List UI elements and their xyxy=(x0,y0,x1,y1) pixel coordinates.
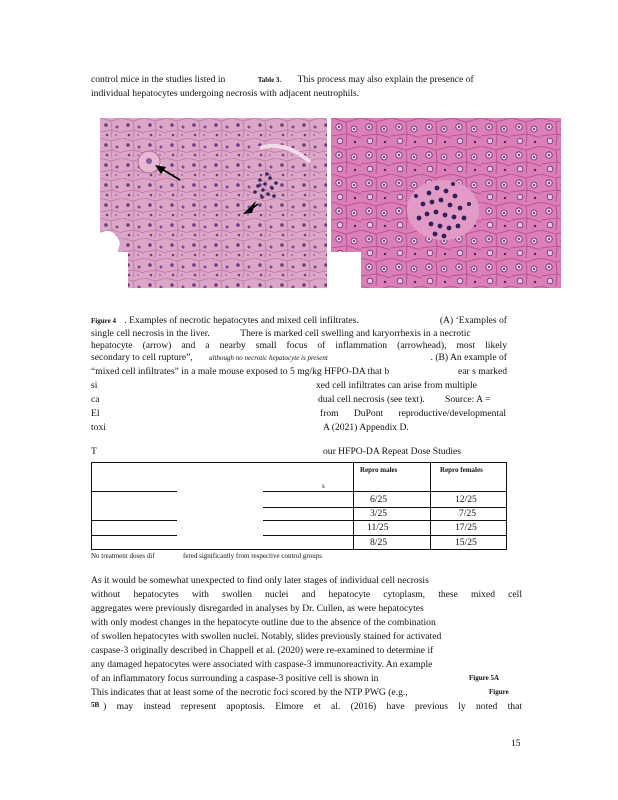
intro-line-1 xyxy=(91,74,474,86)
caption-text: ear s marked xyxy=(457,366,507,377)
table-rule xyxy=(91,491,177,492)
table-rule xyxy=(91,462,92,550)
body-text: ) may instead represent apoptosis. Elmore et al. (2016) have previous ly noted that xyxy=(103,701,522,712)
caption-line-8-start: El xyxy=(91,408,100,419)
caption-text: secondary to cell rupture”, xyxy=(91,352,193,363)
body-line-4: with only modest changes in the hepatocyte outline due to the absence of the combination xyxy=(91,617,436,628)
intro-text: control mice in the studies listed in xyxy=(91,74,226,85)
micrograph-a-image xyxy=(100,118,327,288)
table-footnote-start: No treatment doses dif xyxy=(91,552,155,560)
table-title-start: T xyxy=(91,446,97,457)
body-line-5: of swollen hepatocytes with swollen nuclei. Notably, slides previously stained for activated xyxy=(91,631,442,642)
micrograph-b-image xyxy=(331,118,561,288)
row-header-fragment: s xyxy=(322,482,325,490)
cell-males: 3/25 xyxy=(370,508,388,519)
body-line-9 xyxy=(91,687,522,699)
caption-text: single cell necrosis in the liver. xyxy=(91,328,210,339)
caption-text: . (B) An example of xyxy=(430,352,507,363)
column-header-females: Repro females xyxy=(440,466,483,474)
caption-line-6-end: xed cell infiltrates can arise from multiple xyxy=(316,380,477,391)
caption-line-9-end: A (2021) Appendix D. xyxy=(323,422,409,433)
caption-text: . Examples of necrotic hepatocytes and mixed cell infiltrates. xyxy=(124,315,359,326)
cell-males: 8/25 xyxy=(370,537,388,548)
cell-males: 11/25 xyxy=(367,522,389,533)
body-text: This indicates that at least some of the necrotic foci scored by the NTP PWG (e.g., xyxy=(91,687,408,698)
intro-text-end: This process may also explain the presence of xyxy=(297,74,474,85)
figure-reference: Figure xyxy=(489,688,509,696)
caption-line-9-start: toxi xyxy=(91,422,106,433)
table-rule xyxy=(353,462,354,550)
caption-line-1 xyxy=(91,315,507,327)
body-line-6: caspase-3 originally described in Chappell et al. (2020) were re-examined to determine if xyxy=(91,645,434,656)
table-rule xyxy=(91,549,507,550)
table-rule xyxy=(91,535,177,536)
column-header-males: Repro males xyxy=(360,466,398,474)
figure-reference: Figure 5A xyxy=(469,674,500,682)
table-rule xyxy=(263,520,507,521)
table-rule xyxy=(91,520,177,521)
body-line-10 xyxy=(91,701,522,713)
cell-males: 6/25 xyxy=(370,494,388,505)
figure-label: Figure 4 xyxy=(91,317,116,325)
micrograph-b xyxy=(331,118,561,288)
caption-text: There is marked cell swelling and karyorrhexis in a necrotic xyxy=(240,328,471,339)
caption-line-5 xyxy=(91,366,507,378)
caption-line-3: hepatocyte (arrow) and a nearby small focus of inflammation (arrowhead), most likely xyxy=(91,340,507,351)
body-line-1: As it would be somewhat unexpected to find only later stages of individual cell necrosis xyxy=(91,575,429,586)
table-rule xyxy=(506,462,507,550)
caption-line-2 xyxy=(91,328,471,340)
caption-line-7-mid: dual cell necrosis (see text). xyxy=(318,394,425,405)
caption-line-7-start: ca xyxy=(91,394,100,405)
body-text: of an inflammatory focus surrounding a caspase-3 positive cell is shown in xyxy=(91,673,379,684)
intro-line-2: individual hepatocytes undergoing necrosis with adjacent neutrophils. xyxy=(91,88,360,99)
table-footnote: fered significantly from respective control groups xyxy=(183,552,322,560)
caption-text: (A) ‘Examples of xyxy=(439,315,507,326)
table-reference: Table 3. xyxy=(257,76,282,84)
body-line-8 xyxy=(91,673,522,685)
caption-line-7-end: Source: A = xyxy=(445,394,491,405)
page-number: 15 xyxy=(511,738,521,749)
cell-females: 15/25 xyxy=(455,537,477,548)
caption-line-6-start: si xyxy=(91,380,98,391)
caption-text: “mixed cell infiltrates” in a male mouse exposed to 5 mg/kg HFPO-DA that b xyxy=(91,366,390,377)
table-rule xyxy=(91,462,507,463)
cell-females: 17/25 xyxy=(455,522,477,533)
cell-females: 12/25 xyxy=(455,494,477,505)
table-rule xyxy=(430,462,431,550)
caption-line-8-end: from DuPont reproductive/developmental xyxy=(320,408,506,419)
cell-females: 7/25 xyxy=(459,508,477,519)
micrograph-a xyxy=(100,118,327,288)
table-title: our HFPO-DA Repeat Dose Studies xyxy=(323,446,462,457)
caption-line-4 xyxy=(91,352,507,364)
table-rule xyxy=(263,491,507,492)
body-line-3: aggregates were previously disregarded in analyses by Dr. Cullen, as were hepatocytes xyxy=(91,603,424,614)
body-line-2: without hepatocytes with swollen nuclei and hepatocyte cytoplasm, these mixed cell xyxy=(91,589,522,600)
table-rule xyxy=(263,535,507,536)
caption-italic-text: although no necrotic hepatocyte is present xyxy=(209,354,328,362)
figure-reference: 5B xyxy=(91,701,100,709)
body-line-7: any damaged hepatocytes were associated with caspase-3 immunoreactivity. An example xyxy=(91,659,433,670)
